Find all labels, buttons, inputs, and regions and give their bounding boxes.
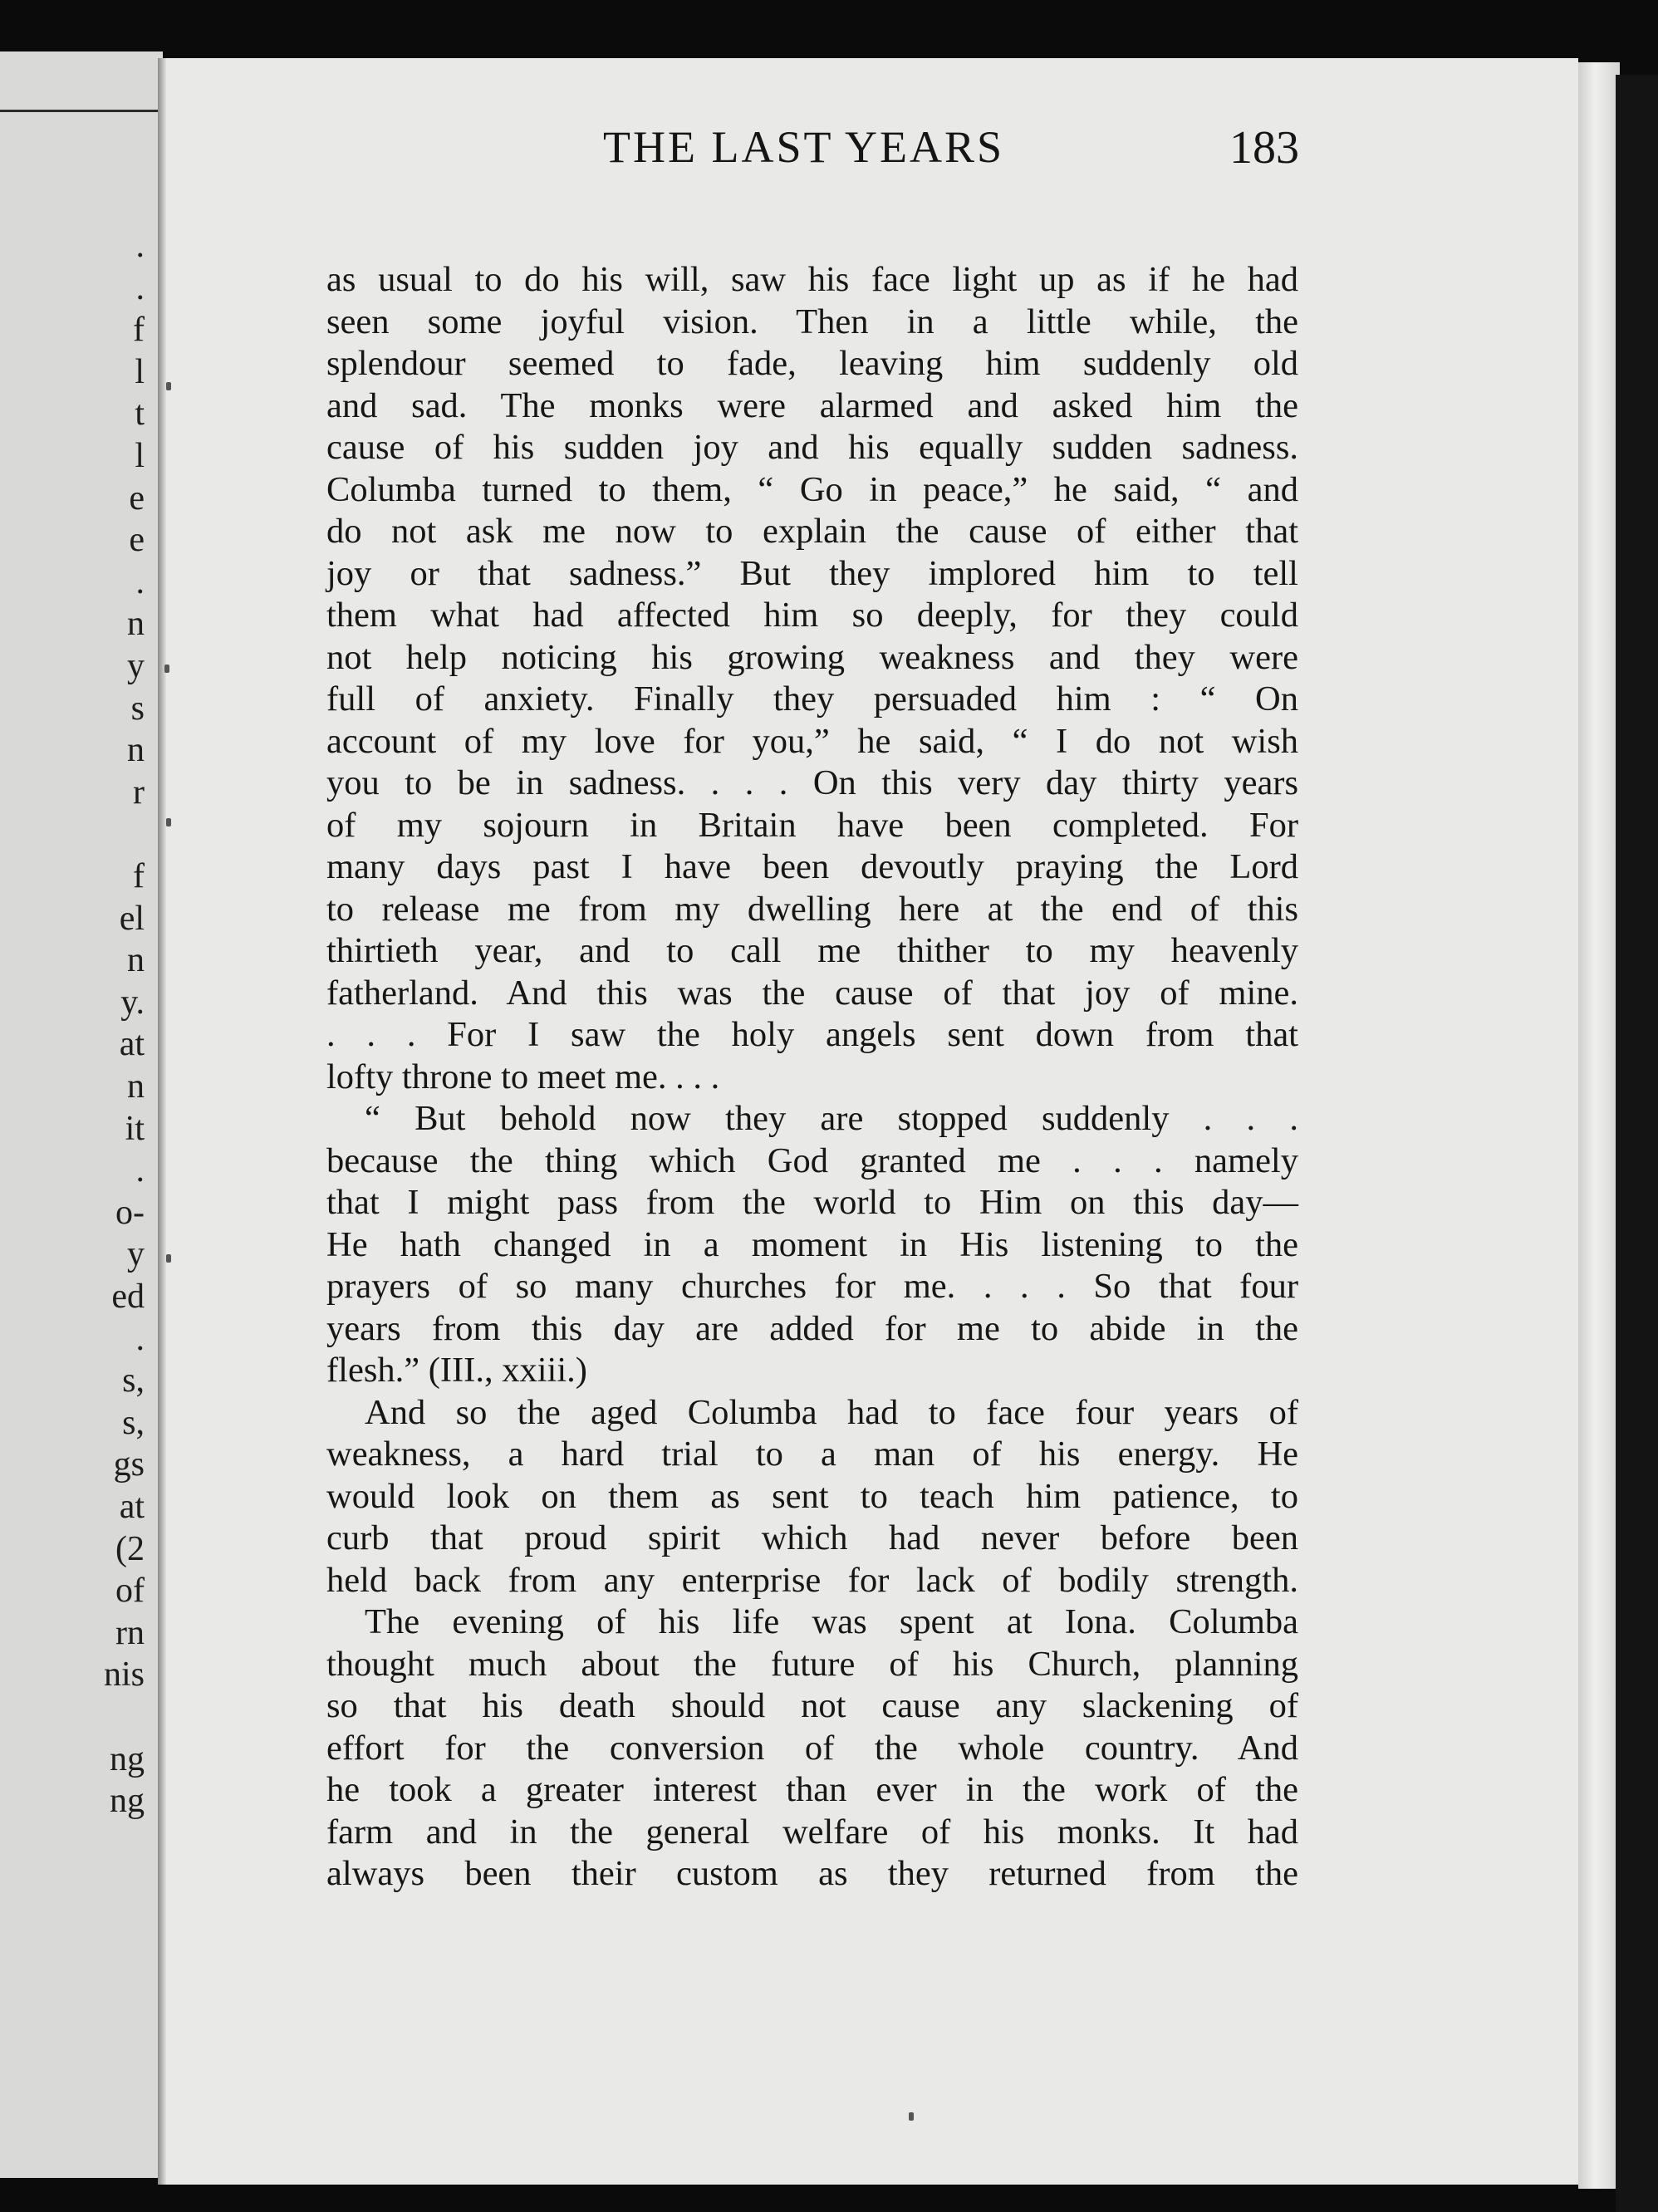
left-page-fragment: gs [113,1445,145,1484]
text-line: lofty throne to meet me. . . . [326,1057,720,1096]
left-page-fragment: of [115,1572,145,1611]
left-page-fragment: s, [122,1403,145,1442]
text-line: them what had affected him so deeply, for they could [326,596,1298,635]
text-line: . . . For I saw the holy angels sent down from that [326,1015,1298,1054]
page-number: 183 [1229,122,1299,174]
text-line: many days past I have been devoutly praying the Lord [326,847,1298,886]
text-line: not help noticing his growing weakness and they were [326,637,1298,677]
text-line: that I might pass from the world to Him on this day— [326,1183,1298,1222]
left-page-fragment: at [119,1025,145,1064]
facing-page-left [0,51,163,2178]
margin-speck [164,665,169,673]
left-page-fragment: rn [115,1613,145,1652]
text-line: splendour seemed to fade, leaving him suddenly old [326,344,1298,383]
left-page-fragment: y. [120,983,145,1022]
text-line: He hath changed in a moment in His listening to the [326,1224,1298,1264]
left-page-fragment: e [129,478,145,517]
left-page-fragment: t [135,395,145,434]
text-line: weakness, a hard trial to a man of his energy. He [326,1435,1298,1474]
left-page-fragment: n [127,1067,145,1106]
left-page-fragment: (2 [115,1529,145,1568]
margin-speck [909,2112,914,2121]
text-line: you to be in sadness. . . . On this very day thirty years [326,763,1298,802]
text-line: held back from any enterprise for lack of bodily strength. [326,1560,1298,1600]
left-page-fragment: f [133,311,145,350]
page-stack-edge [1578,62,1620,2189]
text-line: joy or that sadness.” But they implored him to tell [326,553,1298,593]
left-page-fragment: it [125,1109,145,1148]
text-line: because the thing which God granted me . . . namely [326,1140,1298,1180]
text-line: of my sojourn in Britain have been completed. For [326,805,1298,845]
body-text [326,259,1298,1896]
left-page-fragment: n [127,731,145,770]
text-line: cause of his sudden joy and his equally sudden sadness. [326,428,1298,467]
text-line: flesh.” (III., xxiii.) [326,1351,587,1390]
text-line: would look on them as sent to teach him patience, to [326,1476,1298,1516]
left-page-fragment: y [127,1235,145,1274]
text-line: always been their custom as they returned from the [326,1854,1298,1893]
left-page-fragment: s [130,689,145,728]
left-page-fragment: . [135,562,145,601]
text-line: account of my love for you,” he said, “ I do not wish [326,721,1298,761]
left-page-fragment: . [135,227,145,265]
text-line: thirtieth year, and to call me thither to my heavenly [326,931,1298,970]
text-line: farm and in the general welfare of his monks. It had [326,1812,1298,1852]
text-line: years from this day are added for me to abide in the [326,1308,1298,1348]
text-line: prayers of so many churches for me. . . . So that four [326,1267,1298,1306]
left-page-fragment: at [119,1488,145,1526]
text-line: Columba turned to them, “ Go in peace,” he said, “ and [326,469,1298,509]
running-head [437,121,1299,179]
left-page-fragment: . [135,1151,145,1190]
left-page-fragment: s, [122,1361,145,1400]
left-page-fragment: nis [103,1655,145,1695]
left-page-fragment: . [135,1319,145,1358]
left-page-fragment: ng [110,1739,145,1778]
text-line: full of anxiety. Finally they persuaded him : “ On [326,679,1298,719]
left-page-fragment: . [135,268,145,307]
text-line: so that his death should not cause any slackening of [326,1686,1298,1725]
text-line: And so the aged Columba had to face four years of [365,1392,1298,1432]
left-page-fragment: n [127,941,145,980]
left-page-top-edge [0,110,163,112]
left-page-fragment: l [135,437,145,475]
left-page-fragment: n [127,605,145,644]
text-line: curb that proud spirit which had never before been [326,1518,1298,1557]
text-line: do not ask me now to explain the cause of either that [326,512,1298,551]
margin-speck [166,1254,171,1263]
text-line: The evening of his life was spent at Iona. Columba [365,1602,1298,1641]
text-line: thought much about the future of his Church, planning [326,1644,1298,1684]
text-line: fatherland. And this was the cause of that joy of mine. [326,973,1298,1013]
left-page-fragment: l [135,352,145,391]
left-page-fragment: ng [110,1782,145,1821]
left-page-fragment: o- [115,1193,145,1232]
scan-background-right [1616,75,1658,2212]
text-line: and sad. The monks were alarmed and asked him the [326,385,1298,425]
left-page-fragment: r [133,772,145,812]
text-line: as usual to do his will, saw his face light up as if he had [326,260,1298,299]
text-line: effort for the conversion of the whole country. And [326,1728,1298,1768]
left-page-fragment: f [133,857,145,895]
left-page-fragment: e [129,521,145,560]
text-line: he took a greater interest than ever in the work of the [326,1770,1298,1809]
left-page-fragment: ed [111,1278,145,1316]
left-page-fragment: y [127,647,145,685]
text-line: seen some joyful vision. Then in a little while, the [326,302,1298,341]
margin-speck [166,382,171,390]
left-page-fragment: el [119,899,145,938]
margin-speck [166,818,171,826]
text-line: “ But behold now they are stopped suddenly . . . [365,1099,1298,1138]
text-line: to release me from my dwelling here at the end of this [326,889,1298,929]
running-head-title: THE LAST YEARS [603,122,1005,172]
